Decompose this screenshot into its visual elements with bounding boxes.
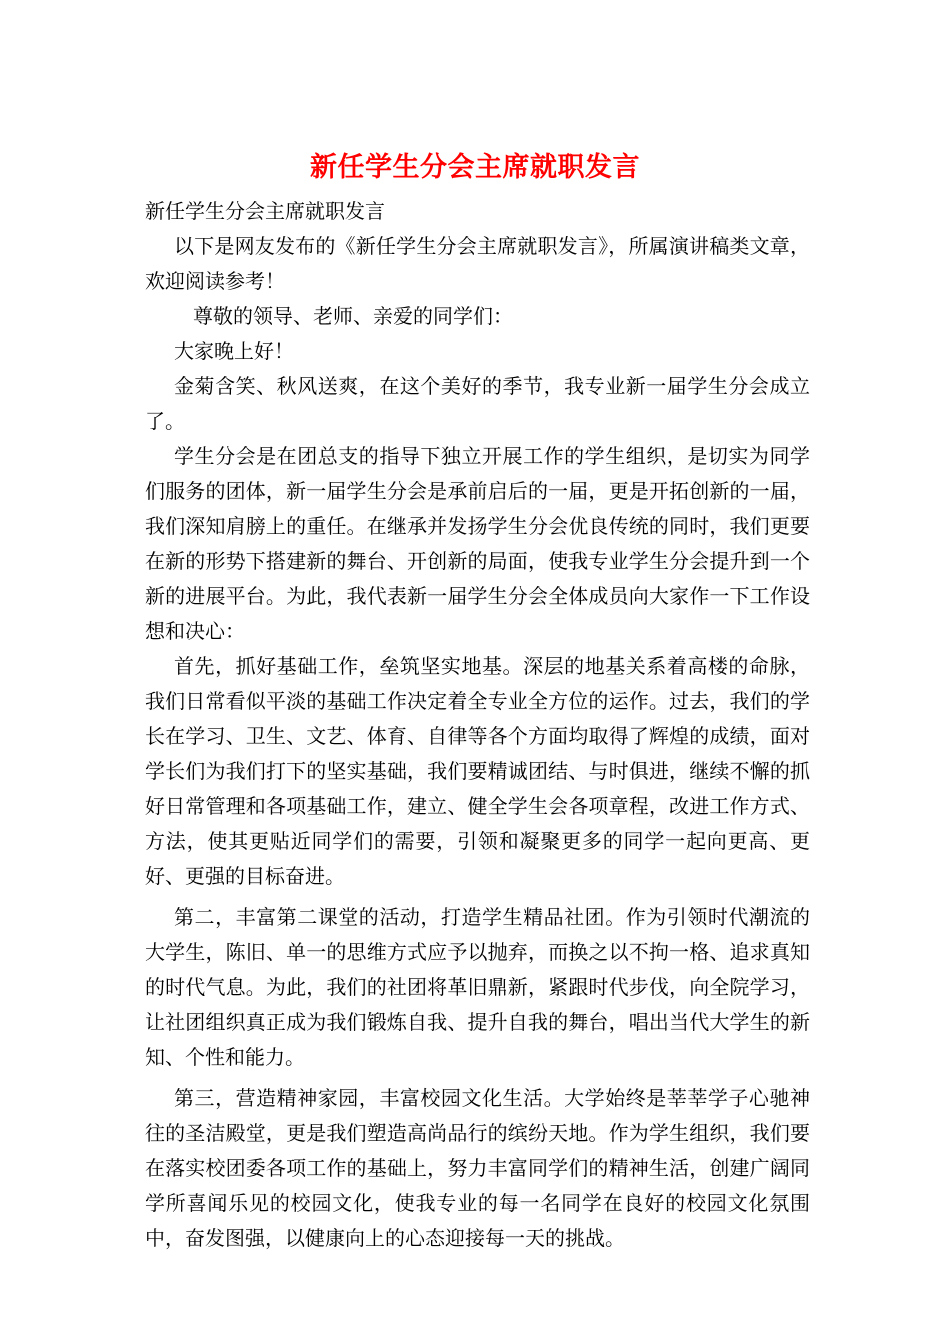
document-title: 新任学生分会主席就职发言 xyxy=(310,152,640,183)
salutation: 尊敬的领导、老师、亲爱的同学们： xyxy=(193,304,513,328)
document-body xyxy=(145,194,810,1256)
body-paragraph: 学生分会是在团总支的指导下独立开展工作的学生组织，是切实为同学们服务的团体，新一届学生分会是承前启后的一届，更是开拓创新的一届，我们深知肩膀上的重任。在继承并发扬学生分会优良传统的同时，我们更要在新的形势下搭建新的舞台、开创新的局面，使我专业学生分会提升到一个新的进展平台。为此，我代表新一届学生分会全体成员向大家作一下工作设想和决心： xyxy=(145,444,810,643)
body-paragraph: 第三，营造精神家园，丰富校园文化生活。大学始终是莘莘学子心驰神往的圣洁殿堂，更是我们塑造高尚品行的缤纷天地。作为学生组织，我们要在落实校团委各项工作的基础上，努力丰富同学们的精神生活，创建广阔同学所喜闻乐见的校园文化，使我专业的每一名同学在良好的校园文化氛围中，奋发图强，以健康向上的心态迎接每一天的挑战。 xyxy=(145,1086,810,1250)
body-paragraph: 第二，丰富第二课堂的活动，打造学生精品社团。作为引领时代潮流的大学生，陈旧、单一的思维方式应予以抛弃，而换之以不拘一格、追求真知的时代气息。为此，我们的社团将革旧鼎新，紧跟时代步伐，向全院学习，让社团组织真正成为我们锻炼自我、提升自我的舞台，唱出当代大学生的新知、个性和能力。 xyxy=(145,905,810,1069)
intro-paragraph: 以下是网友发布的《新任学生分会主席就职发言》，所属演讲稿类文章，欢迎阅读参考！ xyxy=(145,234,810,293)
greeting: 大家晚上好！ xyxy=(174,339,294,363)
body-paragraph: 首先，抓好基础工作，垒筑坚实地基。深层的地基关系着高楼的命脉，我们日常看似平淡的基础工作决定着全专业全方位的运作。过去，我们的学长在学习、卫生、文艺、体育、自律等各个方面均取得了辉煌的成绩，面对学长们为我们打下的坚实基础，我们要精诚团结、与时俱进，继续不懈的抓好日常管理和各项基础工作，建立、健全学生会各项章程，改进工作方式、方法，使其更贴近同学们的需要，引领和凝聚更多的同学一起向更高、更好、更强的目标奋进。 xyxy=(145,654,810,888)
document-subtitle: 新任学生分会主席就职发言 xyxy=(145,199,385,223)
body-paragraph: 金菊含笑、秋风送爽，在这个美好的季节，我专业新一届学生分会成立了。 xyxy=(145,374,810,433)
